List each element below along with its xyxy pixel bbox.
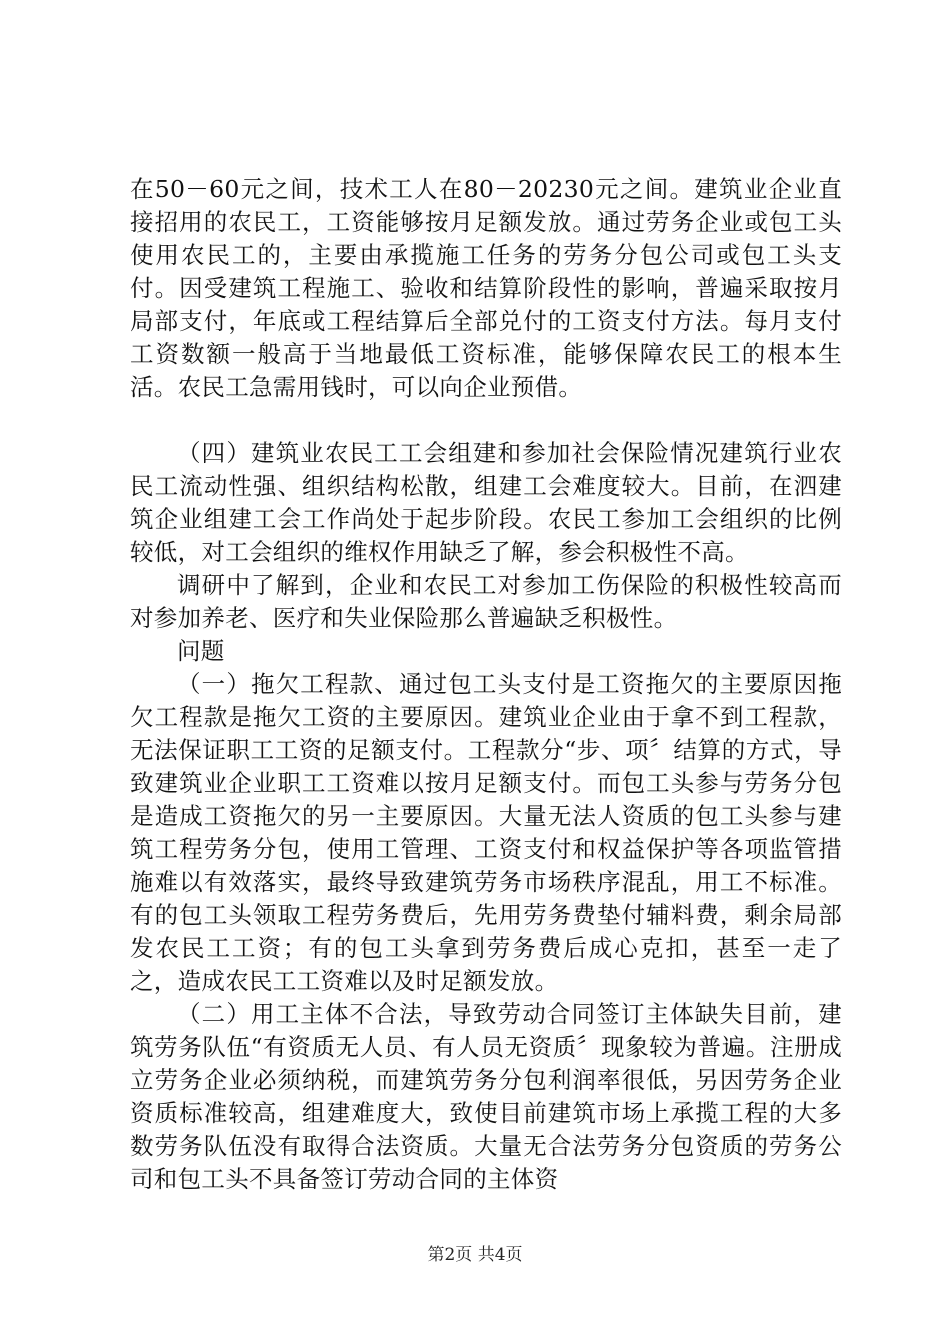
paragraph-problem-one: （一）拖欠工程款、通过包工头支付是工资拖欠的主要原因拖欠工程款是拖欠工资的主要原因。建筑业企业由于拿不到工程款，无法保证职工工资的足额支付。工程款分“步、项〞结算的方式，导致建筑业企业职工工资难以按月足额支付。而包工头参与劳务分包是造成工资拖欠的另一主要原因。大量无法人资质的包工头参与建筑工程劳务分包，使用工管理、工资支付和权益保护等各项监管措施难以有效落实，最终导致建筑劳务市场秩序混乱，用工不标准。有的包工头领取工程劳务费后，先用劳务费垫付辅料费，剩余局部发农民工工资；有的包工头拿到劳务费后成心克扣，甚至一走了之，造成农民工工资难以及时足额发放。 (130, 670, 842, 995)
paragraph-gap (130, 404, 842, 437)
paragraph-research-findings: 调研中了解到，企业和农民工对参加工伤保险的积极性较高而对参加养老、医疗和失业保险那么普遍缺乏积极性。 (130, 571, 842, 632)
paragraph-problem-two: （二）用工主体不合法，导致劳动合同签订主体缺失目前，建筑劳务队伍“有资质无人员、有人员无资质〞现象较为普遍。注册成立劳务企业必须纳税，而建筑劳务分包利润率很低，另因劳务企业资质标准较高，组建难度大，致使目前建筑市场上承揽工程的大多数劳务队伍没有取得合法资质。大量无合法劳务分包资质的劳务公司和包工头不具备签订劳动合同的主体资 (130, 1000, 842, 1193)
section-heading-problems: 问题 (177, 637, 225, 665)
page-number-footer: 第2页 共4页 (427, 1245, 523, 1265)
document-body (130, 173, 842, 1196)
paragraph-wage-payment: 在50－60元之间，技术工人在80－20230元之间。建筑业企业直接招用的农民工，工资能够按月足额发放。通过劳务企业或包工头使用农民工的，主要由承揽施工任务的劳务分包公司或包工头支付。因受建筑工程施工、验收和结算阶段性的影响，普遍采取按月局部支付，年底或工程结算后全部兑付的工资支付方法。每月支付工资数额一般高于当地最低工资标准，能够保障农民工的根本生活。农民工急需用钱时，可以向企业预借。 (130, 175, 842, 401)
paragraph-union-insurance: （四）建筑业农民工工会组建和参加社会保险情况建筑行业农民工流动性强、组织结构松散，组建工会难度较大。目前，在泗建筑企业组建工会工作尚处于起步阶段。农民工参加工会组织的比例较低，对工会组织的维权作用缺乏了解，参会积极性不高。 (130, 439, 842, 566)
